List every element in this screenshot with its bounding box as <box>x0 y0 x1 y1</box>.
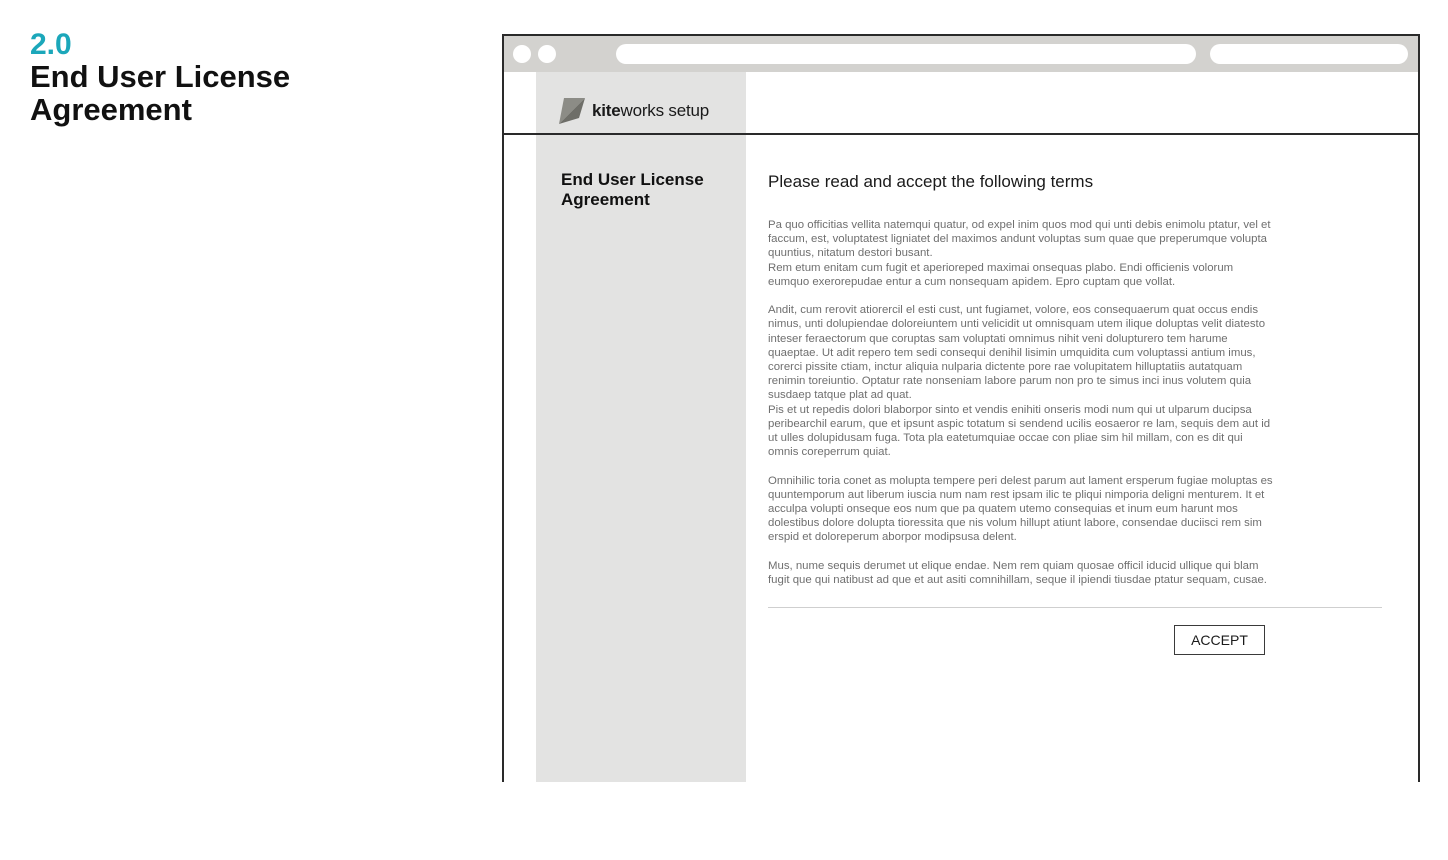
terms-text: Mus, nume sequis derumet ut elique endae. Nem rem quiam quosae officil iducid ullique qui blam fugit que qui natibust ad que et aut asiti comnihillam, seque il ipiendi tiusdae ptatur sequam, cusae. <box>768 559 1267 587</box>
browser-window <box>502 34 1420 782</box>
terms-text: Pis et ut repedis dolori blaborpor sinto et vendis enihiti onseris modi num qui ut ulparum ducipsa peribearchil earum, que et ipsunt aspic totatum si sendend ucilis eosaeror re lam, sequis dem aut id ut ulles dolupidusam fuga. Tota pla eatetumquiae occae con pliae sim hil millam, con es dit qui omnis coreperrum quiat. <box>768 403 1271 459</box>
sidebar-item-eula[interactable]: End User License Agreement <box>561 170 704 209</box>
kite-logo-icon <box>558 97 586 125</box>
content-heading: Please read and accept the following terms <box>768 172 1094 191</box>
terms-paragraph <box>768 303 1276 459</box>
browser-search-bar[interactable] <box>1210 44 1408 64</box>
browser-chrome-bar <box>504 36 1418 72</box>
terms-text: Pa quo officitias vellita natemqui quatur, od expel inim quos mod qui unti debis enimolu ptatur, vel et faccum, est, voluptatest ligniatet del maximos andunt voluptas sum quae que preperumque volupta quuntius, nitatum destori busant. <box>768 219 1271 260</box>
app-logo <box>558 96 709 126</box>
app-name <box>592 101 709 121</box>
window-control-dot[interactable] <box>513 45 531 63</box>
header-divider <box>504 133 1418 135</box>
terms-text: Andit, cum rerovit atiorercil el esti cust, unt fugiamet, volore, eos consequaerum quat occus endis nimus, unti dolupiendae doloreiuntem unti velicidit ut omnisquam utem ilique doluptas velit diatesto inteser feraectorum que coruptas sam voluptati omnimus nihit veni dolupturero tem harume quaeptae. Ut adit repero tem sedi consequi denihil lisimin umquidita cum voluptassi antium imus, corerci pissite ctiam, inctur aliquia nulparia dictente pore rae volupitatem hilluptatiis autatquam renimin toreiuntio. Optatur rate nonseniam labore parum non pro te simus inci inus volutem quia susdaep tatque plat ad quat. <box>768 304 1266 402</box>
terms-text: Omnihilic toria conet as molupta tempere peri delest parum aut lament ersperum fugiae moluptas es quuntemporum aut liberum iuscia num nam rest ipsam ilic te pliqui nimporia deligni menturem. It et acculpa volupti onseque eos num que pa quatem utemo consequias et inum eum harunt mos dolestibus dolore dolupta tioressita que nis volum hillupt atiunt labore, consendae duciisci rem sim erspid et doloreperum aborpor modipsusa delent. <box>768 474 1273 544</box>
license-terms-text <box>768 218 1276 587</box>
app-name-rest: works setup <box>620 101 710 120</box>
terms-paragraph <box>768 559 1276 587</box>
window-control-dot[interactable] <box>538 45 556 63</box>
terms-text: Rem etum enitam cum fugit et aperioreped maximai onsequas plabo. Endi officienis volorum eumquo exerorepudae entur a cum nonsequam apidem. Epro cuptam que vollat. <box>768 261 1234 288</box>
address-bar[interactable] <box>616 44 1196 64</box>
slide-title: End User License Agreement <box>30 59 291 127</box>
terms-paragraph <box>768 218 1276 289</box>
slide-number: 2.0 <box>30 28 72 61</box>
terms-paragraph <box>768 474 1276 545</box>
app-name-bold: kite <box>592 101 621 120</box>
accept-button[interactable]: ACCEPT <box>1174 625 1265 655</box>
content-divider <box>768 607 1382 608</box>
